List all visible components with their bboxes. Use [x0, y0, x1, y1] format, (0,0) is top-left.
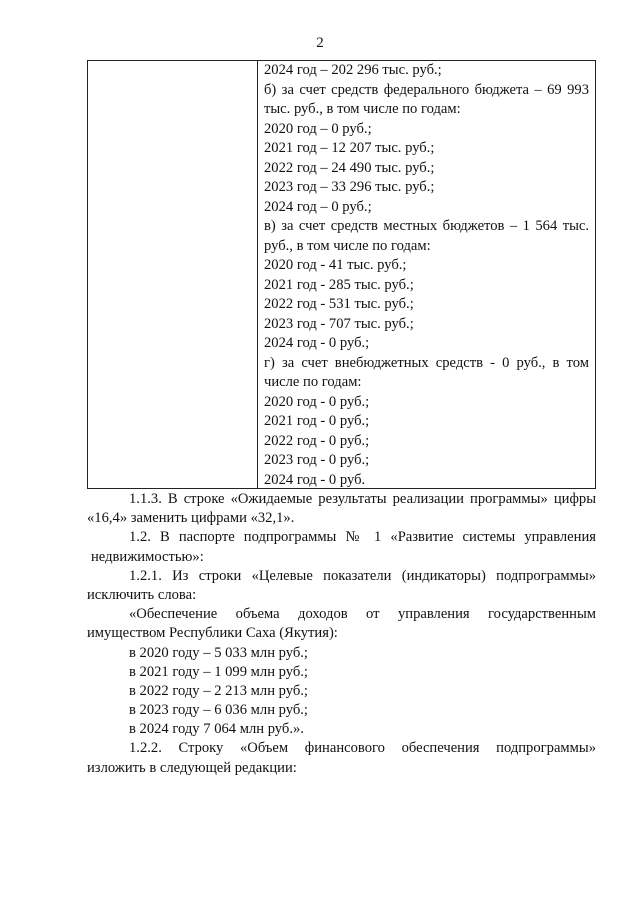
table-column-divider [257, 60, 258, 489]
table-cell-line: 2020 год - 0 руб.; [264, 393, 370, 410]
table-cell-line: 2022 год – 24 490 тыс. руб.; [264, 159, 435, 176]
table-cell-line: 2021 год - 285 тыс. руб.; [264, 276, 414, 293]
paragraph-line: в 2022 году – 2 213 млн руб.; [129, 682, 308, 699]
table-cell-line: 2024 год - 0 руб. [264, 471, 366, 488]
table-cell-line: тыс. руб., в том числе по годам: [264, 101, 461, 117]
paragraph-line: в 2024 году 7 064 млн руб.». [129, 721, 304, 738]
table-cell-line: 2020 год – 0 руб.; [264, 120, 372, 137]
table-cell-line: 2021 год - 0 руб.; [264, 413, 370, 429]
paragraph-line: в 2023 году – 6 036 млн руб.; [129, 702, 308, 719]
table-cell-line: руб., в том числе по годам: [264, 237, 431, 254]
table-cell-line: 2021 год – 12 207 тыс. руб.; [264, 140, 435, 156]
table-cell-line: 2020 год - 41 тыс. руб.; [264, 257, 407, 273]
paragraph-line: имуществом Республики Саха (Якутия): [87, 625, 338, 642]
paragraph-line: исключить слова: [87, 586, 197, 603]
paragraph-line: в 2021 году – 1 099 млн руб.; [129, 663, 308, 680]
table-cell-line: г) за счет внебюджетных средств - 0 руб., в том [264, 354, 589, 371]
table-cell-line: 2024 год – 202 296 тыс. руб.; [264, 62, 442, 78]
table-cell-line: в) за счет средств местных бюджетов – 1 564 тыс. [264, 218, 589, 234]
paragraph-line: 1.2.1. Из строки «Целевые показатели (индикаторы) подпрограммы» [129, 567, 596, 584]
document-body [87, 490, 596, 778]
table-cell-line: 2022 год - 0 руб.; [264, 432, 370, 449]
table-cell-line: б) за счет средств федерального бюджета – 69 993 [264, 81, 589, 98]
paragraph-line: недвижимостью»: [91, 548, 204, 565]
paragraph-line: «16,4» заменить цифрами «32,1». [87, 510, 295, 527]
paragraph-line: изложить в следующей редакции: [87, 759, 297, 776]
table-cell-line: 2023 год – 33 296 тыс. руб.; [264, 179, 435, 195]
table-cell-line: числе по годам: [264, 374, 362, 390]
paragraph-line: 1.2. В паспорте подпрограммы № 1 «Развитие системы управления [129, 529, 596, 546]
table-cell-line: 2024 год – 0 руб.; [264, 198, 372, 215]
table-cell-line: 2022 год - 531 тыс. руб.; [264, 296, 414, 312]
page-number: 2 [316, 35, 324, 51]
table-cell-line: 2023 год - 0 руб.; [264, 452, 370, 468]
table-cell-line: 2024 год - 0 руб.; [264, 335, 370, 351]
paragraph-line: в 2020 году – 5 033 млн руб.; [129, 644, 308, 661]
table-cell-line: 2023 год - 707 тыс. руб.; [264, 315, 414, 332]
paragraph-line: «Обеспечение объема доходов от управления государственным [129, 606, 596, 623]
paragraph-line: 1.2.2. Строку «Объем финансового обеспечения подпрограммы» [129, 740, 596, 757]
table-cell-funding [264, 61, 589, 490]
paragraph-line: 1.1.3. В строке «Ожидаемые результаты реализации программы» цифры [129, 491, 596, 507]
